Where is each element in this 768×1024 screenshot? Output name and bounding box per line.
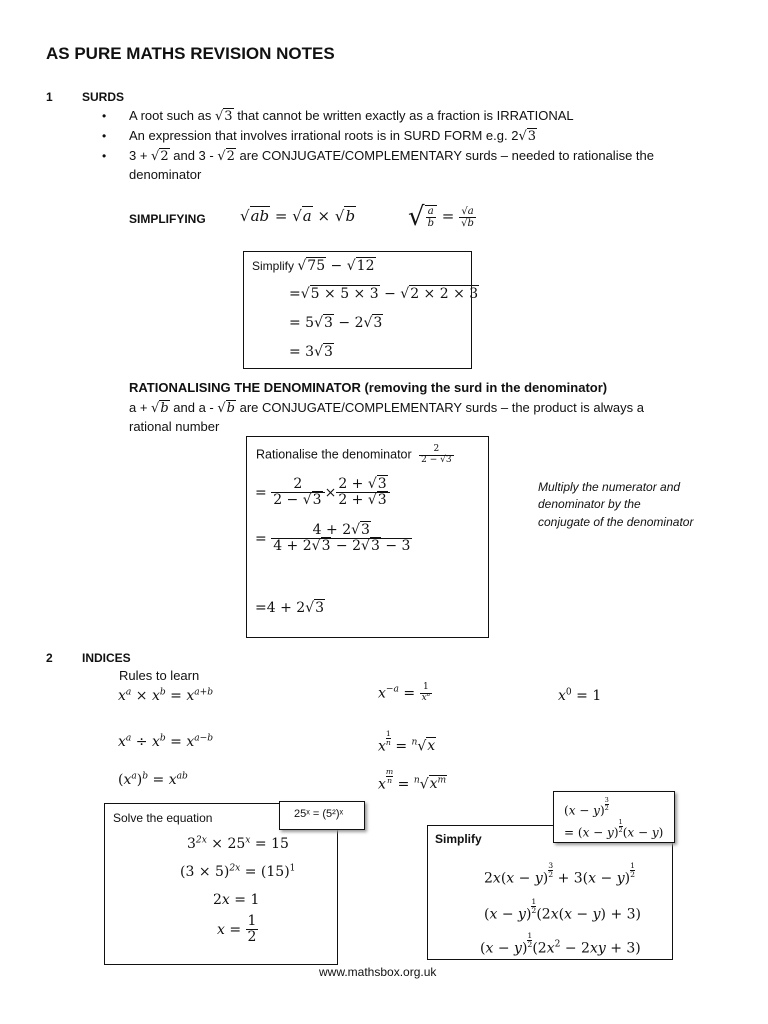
rationalise-note-2: denominator by the	[538, 497, 641, 511]
indices-step-3: (x − y) $\frac{1}{2}$ $(2x^2 - 2xy + 3)$	[480, 931, 641, 957]
bullet-irrational: A root such as √3 that cannot be written exactly as a fraction is IRRATIONAL	[129, 108, 574, 124]
simplify-indices-label: Simplify	[435, 832, 482, 846]
rule-power: $(x^a)^b = x^{ab}$	[118, 771, 188, 788]
section-1-heading: SURDS	[82, 90, 125, 104]
rationalise-step-2: = $\frac{4 + 2√3}{4 + 2√3 - 2√3 - 3}$	[255, 522, 411, 555]
rationalise-note-3: conjugate of the denominator	[538, 515, 694, 529]
rationalise-box: Rationalise the denominator $\frac{2}{2 - √3}$ = $\frac{2}{2 - √3}$ × $\frac{2 + √3}{2 + √3}$ = $\frac{4 + 2√3}{4 + 2√3 - 2√3 - 3}$ =4 + 2√3	[246, 436, 489, 638]
rationalise-note-1: Multiply the numerator and	[538, 480, 681, 494]
rule-zero: $x^0 = 1$	[558, 687, 602, 704]
conjugate-line-cont: rational number	[129, 419, 220, 434]
rationalise-final: =4 + 2√3	[255, 600, 325, 616]
simplify-label: Simplify	[252, 259, 295, 273]
bullet-surd-form: An expression that involves irrational roots is in SURD FORM e.g. 2√3	[129, 128, 537, 144]
bullet-dot: •	[102, 109, 107, 123]
simplify-step-3: = 3√3	[289, 344, 333, 360]
bullet-dot: •	[102, 149, 107, 163]
section-1-number: 1	[46, 90, 53, 104]
bullet-dot: •	[102, 129, 107, 143]
rationalising-heading: RATIONALISING THE DENOMINATOR (removing the surd in the denominator)	[129, 380, 608, 395]
rationalise-step-1: = $\frac{2}{2 - √3}$ × $\frac{2 + √3}{2 + √3}$	[255, 477, 390, 509]
rationalise-label: Rationalise the denominator	[256, 447, 412, 462]
rule-negative: $x^{-a}$ = $\frac{1}{x^a}$	[378, 682, 431, 703]
simplify-step-1: =√5 × 5 × 3 − √2 × 2 × 3	[289, 286, 479, 302]
section-2-number: 2	[46, 651, 53, 665]
simplify-step-2: = 5√3 − 2√3	[289, 315, 383, 331]
solve-callout: 25ˣ = (5²)ˣ	[279, 801, 365, 830]
solve-label: Solve the equation	[113, 811, 213, 825]
rule-fractional: x $\frac{m}{n}$ = $^n√x^m$	[378, 767, 447, 793]
solve-step-2: $(3 \times 5)^{2x} = (15)^1$	[180, 863, 296, 880]
simplify-indices-box	[427, 825, 673, 960]
simplify-surds-box: Simplify √75 − √12 =√5 × 5 × 3 − √2 × 2 × 3 = 5√3 − 2√3 = 3√3	[243, 251, 472, 369]
product-rule: √ab = √a × √b	[240, 207, 356, 225]
solve-step-4: x = $\frac{1}{2}$	[217, 913, 257, 946]
footer-url[interactable]: www.mathsbox.org.uk	[319, 965, 437, 979]
rule-root: x $\frac{1}{n}$ = $^n$√x	[378, 729, 436, 755]
indices-step-2: (x − y) $\frac{1}{2}$ (2x(x − y) + 3)	[484, 897, 641, 923]
rules-label: Rules to learn	[119, 668, 200, 683]
simplifying-label: SIMPLIFYING	[129, 212, 206, 226]
bullet-conjugate: 3 + √2 and 3 - √2 are CONJUGATE/COMPLEMENTARY surds – needed to rationalise the	[129, 148, 655, 164]
rule-divide: $x^a \div x^b = x^{a-b}$	[118, 733, 214, 750]
bullet-conjugate-cont: denominator	[129, 167, 202, 182]
rule-multiply: $x^a \times x^b = x^{a+b}$	[118, 687, 214, 704]
page-title: AS PURE MATHS REVISION NOTES	[46, 44, 335, 63]
conjugate-line: a + √b and a - √b are CONJUGATE/COMPLEMENTARY surds – the product is always a	[129, 400, 644, 416]
section-2-heading: INDICES	[82, 651, 131, 665]
solve-step-3: 2x = 1	[213, 892, 260, 908]
indices-step-1: 2x(x − y) $\frac{3}{2}$ + 3(x − y) $\frac{1}{2}$	[484, 861, 635, 887]
quotient-rule: √ $\frac{a}{b}$ = $\frac{√a}{√b}$	[408, 202, 474, 232]
simplify-callout: (x − y) $\frac{3}{2}$ = (x − y) $\frac{1}{2}$ (x − y)	[553, 791, 675, 843]
solve-step-1: $3^{2x} \times 25^x = 15$	[187, 835, 289, 852]
